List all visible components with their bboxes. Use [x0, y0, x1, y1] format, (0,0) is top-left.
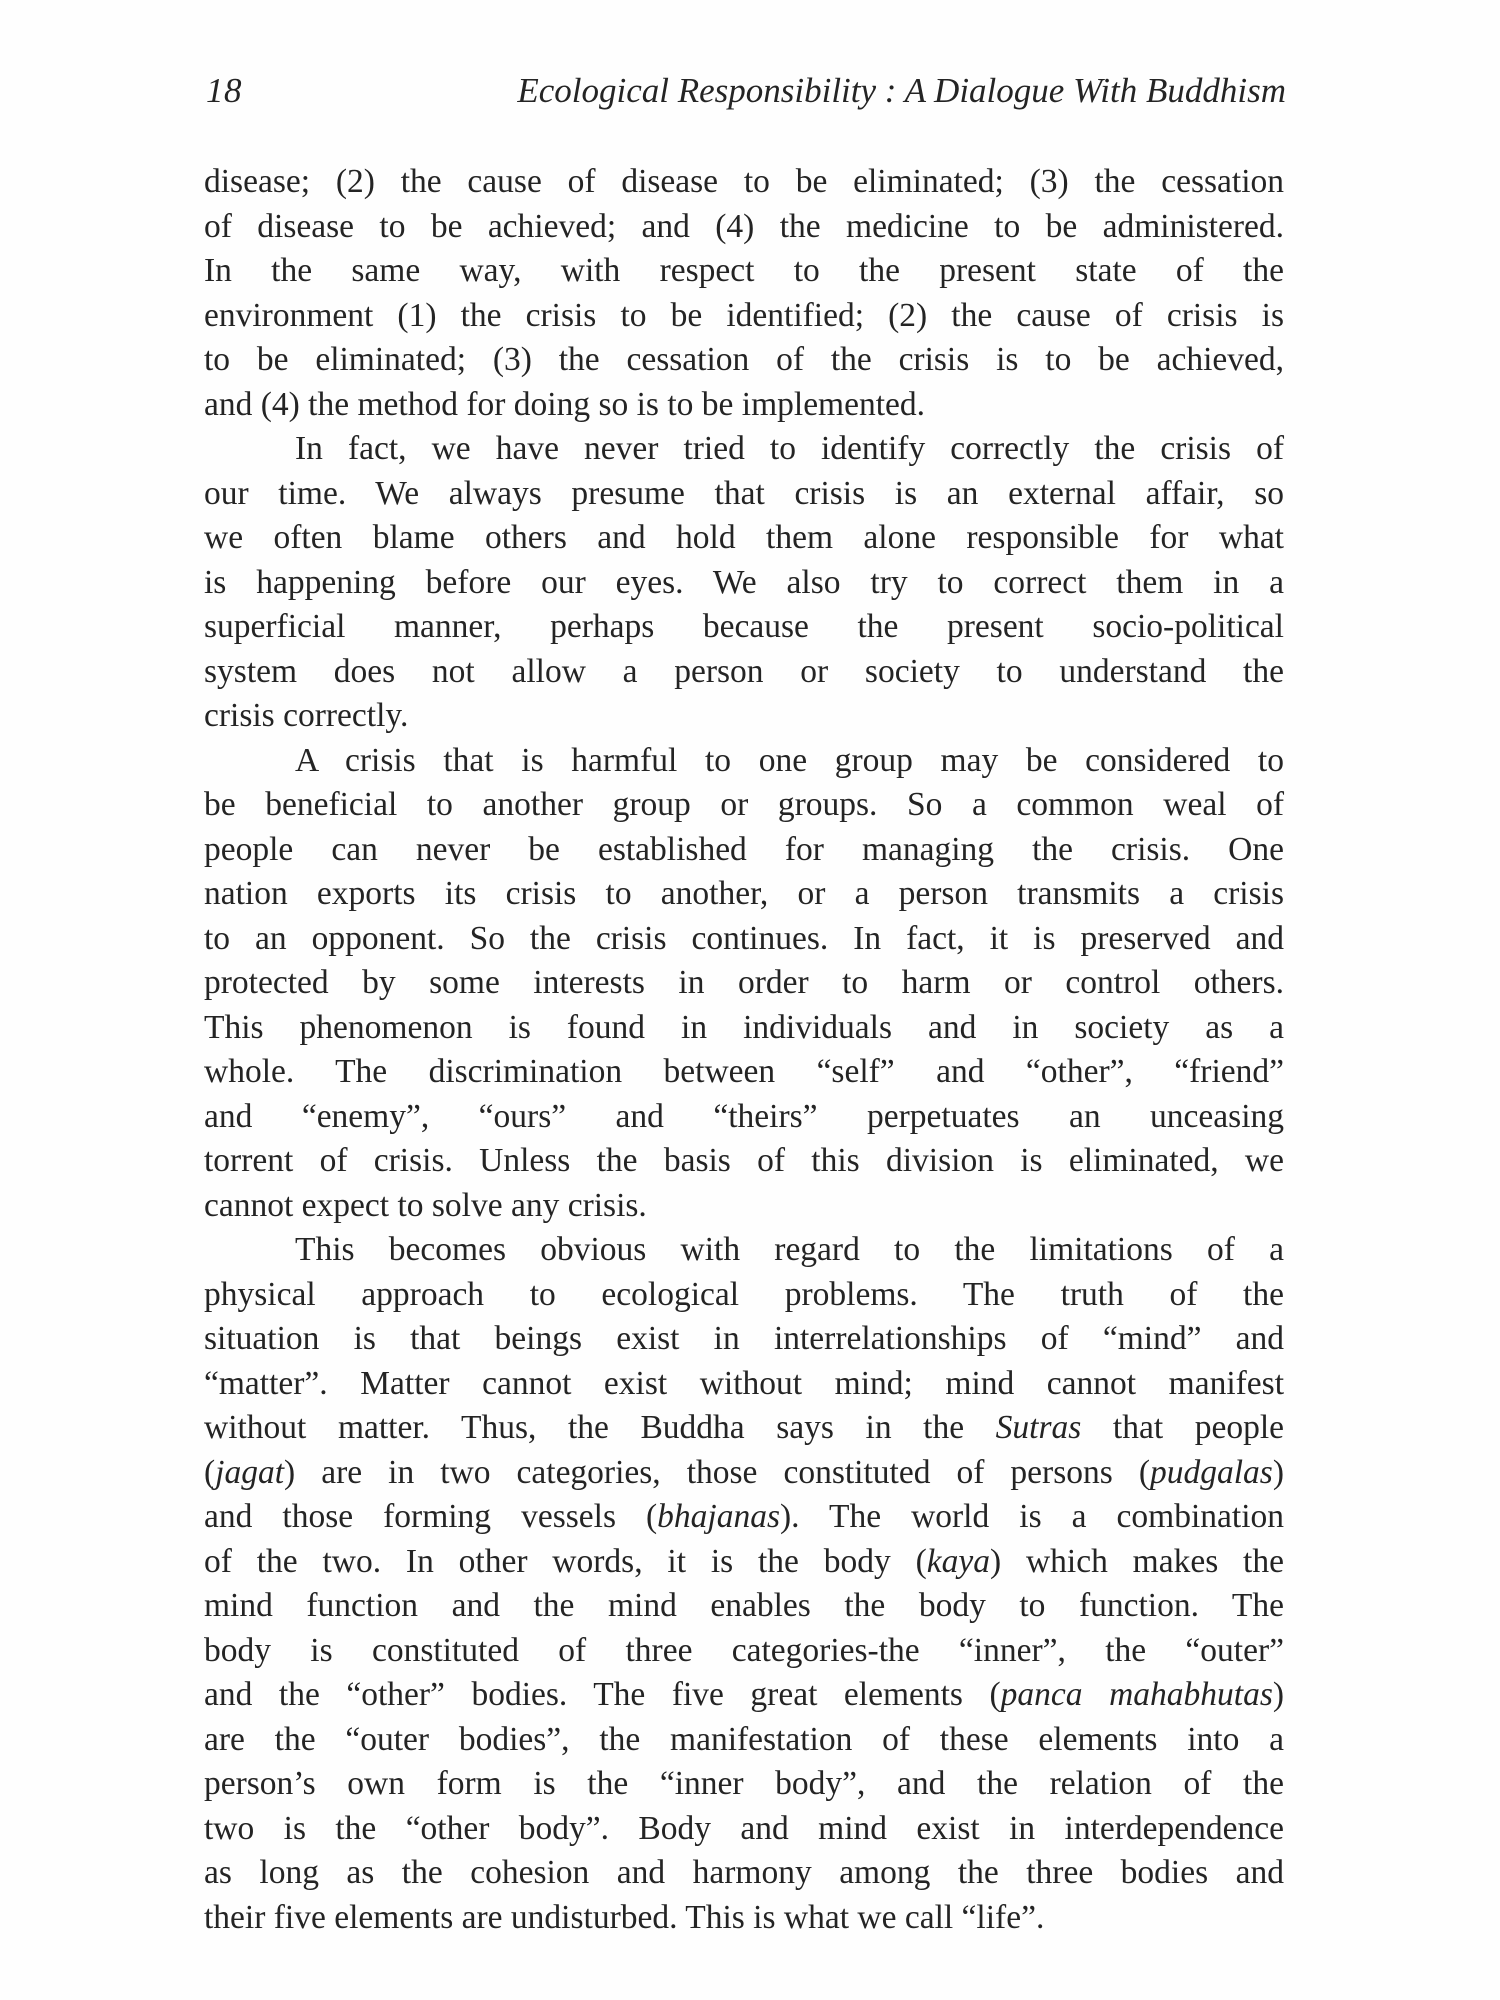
text-line	[204, 1362, 1284, 1407]
text-line	[204, 427, 1284, 472]
text-line	[204, 1184, 1284, 1229]
text-line	[204, 917, 1284, 962]
text-line	[204, 1139, 1284, 1184]
text-run: “matter”. Matter cannot exist without mind; mind cannot manifest	[204, 1364, 1284, 1402]
text-line	[204, 1006, 1284, 1051]
text-line	[204, 1807, 1284, 1852]
text-line	[204, 1451, 1284, 1496]
italic-term: panca mahabhutas	[1000, 1676, 1273, 1713]
text-run: and “enemy”, “ours” and “theirs” perpetuates an unceasing	[204, 1097, 1284, 1135]
text-line	[204, 1273, 1284, 1318]
text-run: )	[1272, 1453, 1284, 1491]
text-run: and (4) the method for doing so is to be implemented.	[204, 385, 926, 423]
text-run: protected by some interests in order to harm or control others.	[204, 964, 1284, 1001]
text-line	[204, 561, 1284, 606]
text-run: to an opponent. So the crisis continues. In fact, it is preserved and	[204, 919, 1284, 957]
text-run: people can never be established for managing the crisis. One	[204, 830, 1284, 868]
text-run: (	[204, 1453, 216, 1491]
text-line	[204, 1495, 1284, 1540]
text-line	[204, 1762, 1284, 1807]
paragraph	[204, 427, 1284, 739]
text-run: person’s own form is the “inner body”, and the relation of the	[204, 1765, 1284, 1802]
text-run: of the two. In other words, it is the body (	[204, 1542, 927, 1580]
body-text	[204, 160, 1284, 1940]
text-run: as long as the cohesion and harmony among the three bodies and	[204, 1854, 1284, 1891]
text-run: system does not allow a person or society to understand the	[204, 652, 1284, 690]
text-run: In fact, we have never tried to identify correctly the crisis of	[295, 430, 1284, 467]
text-line	[204, 249, 1284, 294]
text-run: ). The world is a combination	[780, 1498, 1284, 1535]
text-run: is happening before our eyes. We also try to correct them in a	[204, 563, 1284, 601]
paragraph	[204, 1228, 1284, 1940]
text-run: mind function and the mind enables the body to function. The	[204, 1587, 1284, 1624]
text-run: and those forming vessels (	[204, 1498, 658, 1535]
text-run: torrent of crisis. Unless the basis of this division is eliminated, we	[204, 1142, 1284, 1179]
text-run: their five elements are undisturbed. This is what we call “life”.	[204, 1898, 1045, 1936]
paragraph	[204, 160, 1284, 427]
text-run: and the “other” bodies. The five great elements (	[204, 1676, 1001, 1713]
text-line	[204, 516, 1284, 561]
text-line	[204, 205, 1284, 250]
italic-term: jagat	[215, 1453, 285, 1491]
text-line	[204, 1050, 1284, 1095]
text-run: ) are in two categories, those constituted of persons (	[284, 1453, 1150, 1491]
text-run: In the same way, with respect to the present state of the	[204, 252, 1284, 289]
text-run: superficial manner, perhaps because the present socio-political	[204, 608, 1284, 645]
text-run: cannot expect to solve any crisis.	[204, 1186, 647, 1224]
text-run: of disease to be achieved; and (4) the medicine to be administered.	[204, 207, 1284, 245]
text-line	[204, 872, 1284, 917]
text-line	[204, 694, 1284, 739]
text-line	[204, 1406, 1284, 1451]
text-line	[204, 1629, 1284, 1674]
text-line	[204, 605, 1284, 650]
text-run: our time. We always presume that crisis is an external affair, so	[204, 474, 1284, 512]
running-title: Ecological Responsibility : A Dialogue With Buddhism	[517, 71, 1286, 110]
italic-term: bhajanas	[657, 1498, 781, 1535]
text-line	[204, 1584, 1284, 1629]
paragraph	[204, 739, 1284, 1229]
text-line	[204, 739, 1284, 784]
text-line	[204, 1851, 1284, 1896]
text-run: physical approach to ecological problems. The truth of the	[204, 1275, 1284, 1313]
text-run: situation is that beings exist in interrelationships of “mind” and	[204, 1320, 1284, 1357]
text-run: ) which makes the	[989, 1542, 1284, 1580]
text-line	[204, 1896, 1284, 1941]
text-line	[204, 1540, 1284, 1585]
text-run: to be eliminated; (3) the cessation of the crisis is to be achieved,	[204, 341, 1284, 378]
text-line	[204, 1317, 1284, 1362]
text-run: without matter. Thus, the Buddha says in the	[204, 1409, 996, 1446]
italic-term: kaya	[926, 1542, 990, 1580]
text-run: body is constituted of three categories-the “inner”, the “outer”	[204, 1631, 1284, 1669]
text-line	[204, 650, 1284, 695]
text-line	[204, 338, 1284, 383]
italic-term: pudgalas	[1149, 1453, 1273, 1491]
text-line	[204, 828, 1284, 873]
text-line	[204, 1718, 1284, 1763]
text-run: two is the “other body”. Body and mind exist in interdependence	[204, 1809, 1284, 1847]
text-line	[204, 294, 1284, 339]
text-run: disease; (2) the cause of disease to be eliminated; (3) the cessation	[204, 163, 1284, 200]
text-run: environment (1) the crisis to be identified; (2) the cause of crisis is	[204, 296, 1284, 334]
text-run: whole. The discrimination between “self” and “other”, “friend”	[204, 1053, 1284, 1090]
text-line	[204, 383, 1284, 428]
text-run: nation exports its crisis to another, or a person transmits a crisis	[204, 875, 1284, 912]
text-line	[204, 1228, 1284, 1273]
text-line	[204, 961, 1284, 1006]
page-number: 18	[206, 71, 242, 110]
text-run: A crisis that is harmful to one group may be considered to	[295, 741, 1284, 779]
text-line	[204, 783, 1284, 828]
text-line	[204, 1095, 1284, 1140]
text-run: we often blame others and hold them alone responsible for what	[204, 519, 1284, 556]
text-run: This becomes obvious with regard to the limitations of a	[295, 1231, 1284, 1268]
text-run: This phenomenon is found in individuals and in society as a	[204, 1008, 1284, 1046]
text-run: are the “outer bodies”, the manifestation of these elements into a	[204, 1720, 1284, 1758]
text-run: )	[1272, 1676, 1285, 1713]
italic-term: Sutras	[995, 1409, 1082, 1446]
text-line	[204, 1673, 1284, 1718]
text-line	[204, 472, 1284, 517]
text-run: that people	[1081, 1409, 1284, 1446]
running-head	[206, 66, 1286, 116]
text-line	[204, 160, 1284, 205]
text-run: be beneficial to another group or groups. So a common weal of	[204, 786, 1284, 823]
text-run: crisis correctly.	[204, 697, 409, 734]
